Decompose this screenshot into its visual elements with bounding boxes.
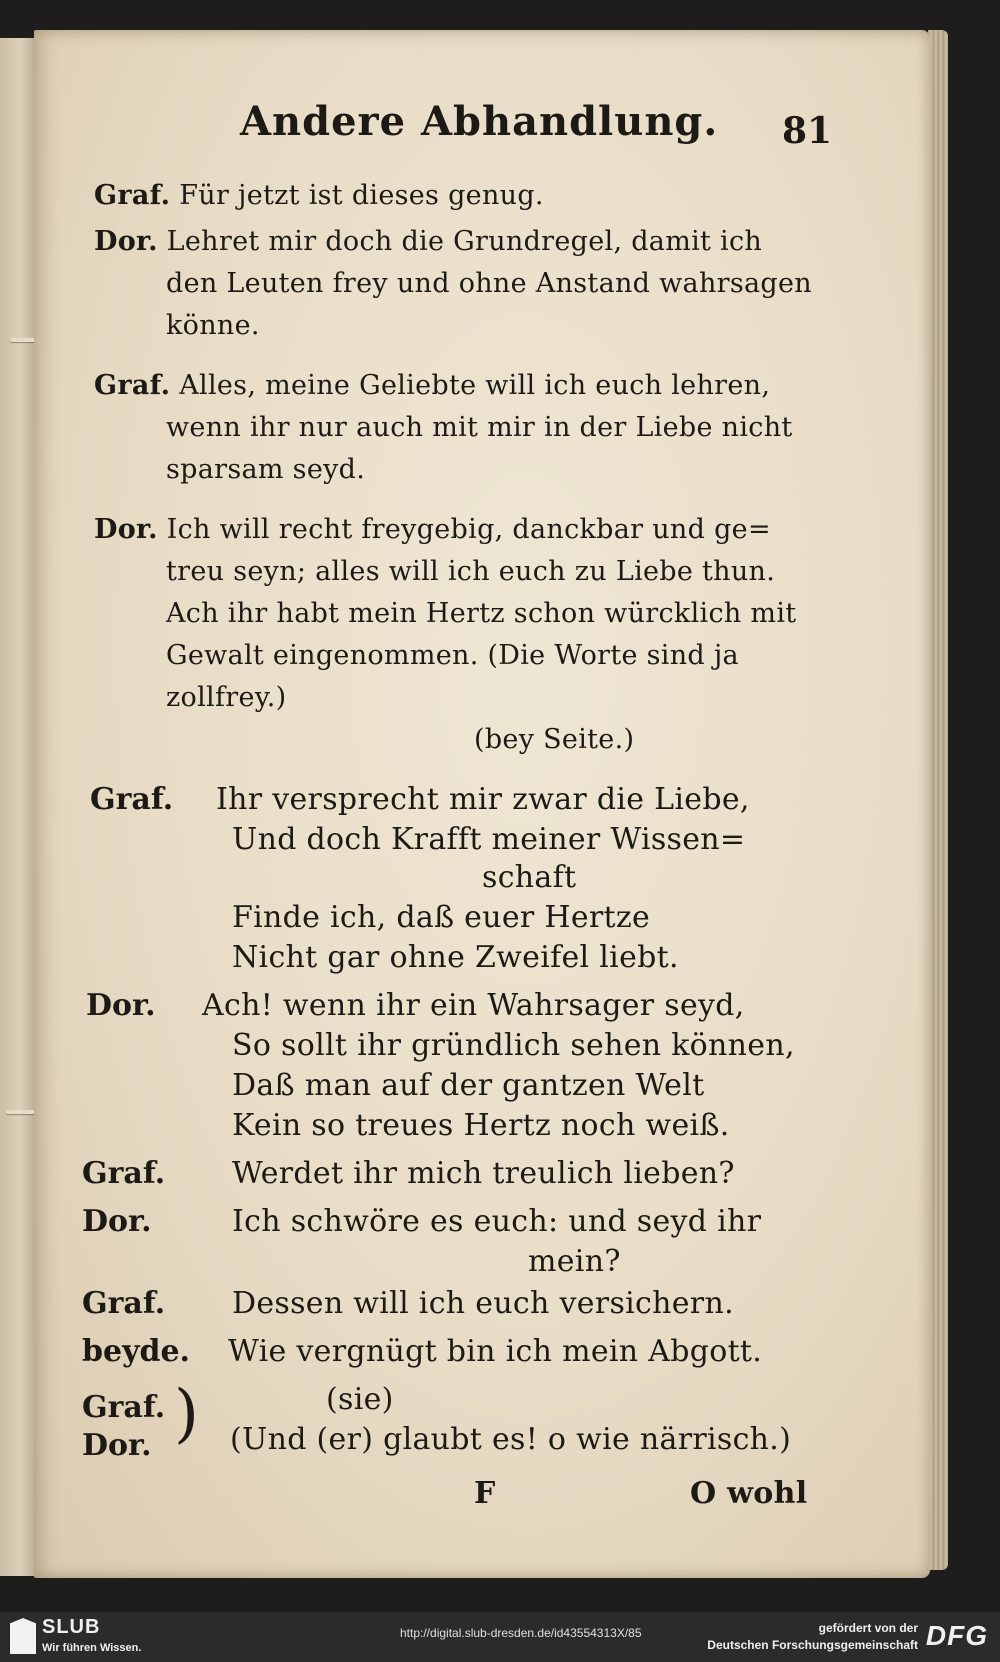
page-number: 81 <box>782 110 833 152</box>
line-text: Ich will recht freygebig, danckbar und ge= <box>166 514 771 545</box>
previous-page-edge <box>0 38 36 1576</box>
verse-line: Ihr versprecht mir zwar die Liebe, <box>216 782 750 817</box>
text-line <box>94 226 762 257</box>
text-line <box>94 180 544 211</box>
verse-line: Werdet ihr mich treulich lieben? <box>232 1156 735 1191</box>
text-line: treu seyn; alles will ich euch zu Liebe thun. <box>166 556 776 587</box>
text-line: Gewalt eingenommen. (Die Worte sind ja <box>166 640 739 671</box>
speaker: Dor. <box>86 988 156 1023</box>
speaker: Graf. <box>82 1390 166 1425</box>
speaker: Graf. <box>94 370 171 401</box>
text-line: wenn ihr nur auch mit mir in der Liebe nicht <box>166 412 793 443</box>
footer-bar <box>0 1612 1000 1662</box>
page-stack-edge <box>928 30 948 1570</box>
line-text: Lehret mir doch die Grundregel, damit ich <box>166 226 763 257</box>
speaker: Graf. <box>90 782 174 817</box>
funding-line-2: Deutschen Forschungsgemeinschaft <box>707 1638 918 1652</box>
text-line: könne. <box>166 310 260 341</box>
slub-logo-icon <box>10 1618 36 1654</box>
verse-line: Wie vergnügt bin ich mein Abgott. <box>228 1334 763 1369</box>
text-line: den Leuten frey und ohne Anstand wahrsagen <box>166 268 812 299</box>
verse-line: Dessen will ich euch versichern. <box>232 1286 734 1321</box>
verse-line: Ach! wenn ihr ein Wahrsager seyd, <box>202 988 745 1023</box>
verse-line: Finde ich, daß euer Hertze <box>232 900 651 935</box>
running-head: Andere Abhandlung. <box>240 98 719 145</box>
line-text: Alles, meine Geliebte will ich euch lehren, <box>179 370 771 401</box>
speaker: Dor. <box>94 226 158 257</box>
verse-line: Kein so treues Hertz noch weiß. <box>232 1108 730 1143</box>
stage-direction: (bey Seite.) <box>474 724 635 755</box>
library-claim: Wir führen Wissen. <box>42 1642 142 1654</box>
verse-line: schaft <box>482 860 577 895</box>
verse-line: mein? <box>528 1244 621 1279</box>
text-line: zollfrey.) <box>166 682 287 713</box>
dfg-logo: DFG <box>925 1620 988 1651</box>
speaker: Graf. <box>82 1286 166 1321</box>
funding-line-1: gefördert von der <box>818 1621 918 1635</box>
line-text: Für jetzt ist dieses genug. <box>179 180 544 211</box>
verse-line: (Und (er) glaubt es! o wie närrisch.) <box>230 1422 792 1457</box>
text-line <box>94 514 771 545</box>
speaker: Dor. <box>82 1204 152 1239</box>
text-line <box>94 370 770 401</box>
verse-line: Daß man auf der gantzen Welt <box>232 1068 705 1103</box>
bracket: ) <box>174 1377 199 1451</box>
speaker: beyde. <box>82 1334 191 1369</box>
library-name: SLUB <box>42 1616 101 1638</box>
catchword: O wohl <box>690 1476 808 1511</box>
verse-line: So sollt ihr gründlich sehen können, <box>232 1028 795 1063</box>
verse-line: Nicht gar ohne Zweifel liebt. <box>232 940 679 975</box>
signature-mark: F <box>474 1476 496 1511</box>
permalink[interactable]: http://digital.slub-dresden.de/id43554313X/85 <box>400 1626 642 1640</box>
verse-line: (sie) <box>326 1382 394 1417</box>
text-line: sparsam seyd. <box>166 454 366 485</box>
book-page <box>34 30 930 1578</box>
speaker: Dor. <box>94 514 158 545</box>
speaker: Graf. <box>82 1156 166 1191</box>
speaker: Dor. <box>82 1428 152 1463</box>
verse-line: Und doch Krafft meiner Wissen= <box>232 822 746 857</box>
verse-line: Ich schwöre es euch: und seyd ihr <box>232 1204 762 1239</box>
page-text <box>34 30 930 1578</box>
speaker: Graf. <box>94 180 171 211</box>
text-line: Ach ihr habt mein Hertz schon würcklich mit <box>166 598 797 629</box>
